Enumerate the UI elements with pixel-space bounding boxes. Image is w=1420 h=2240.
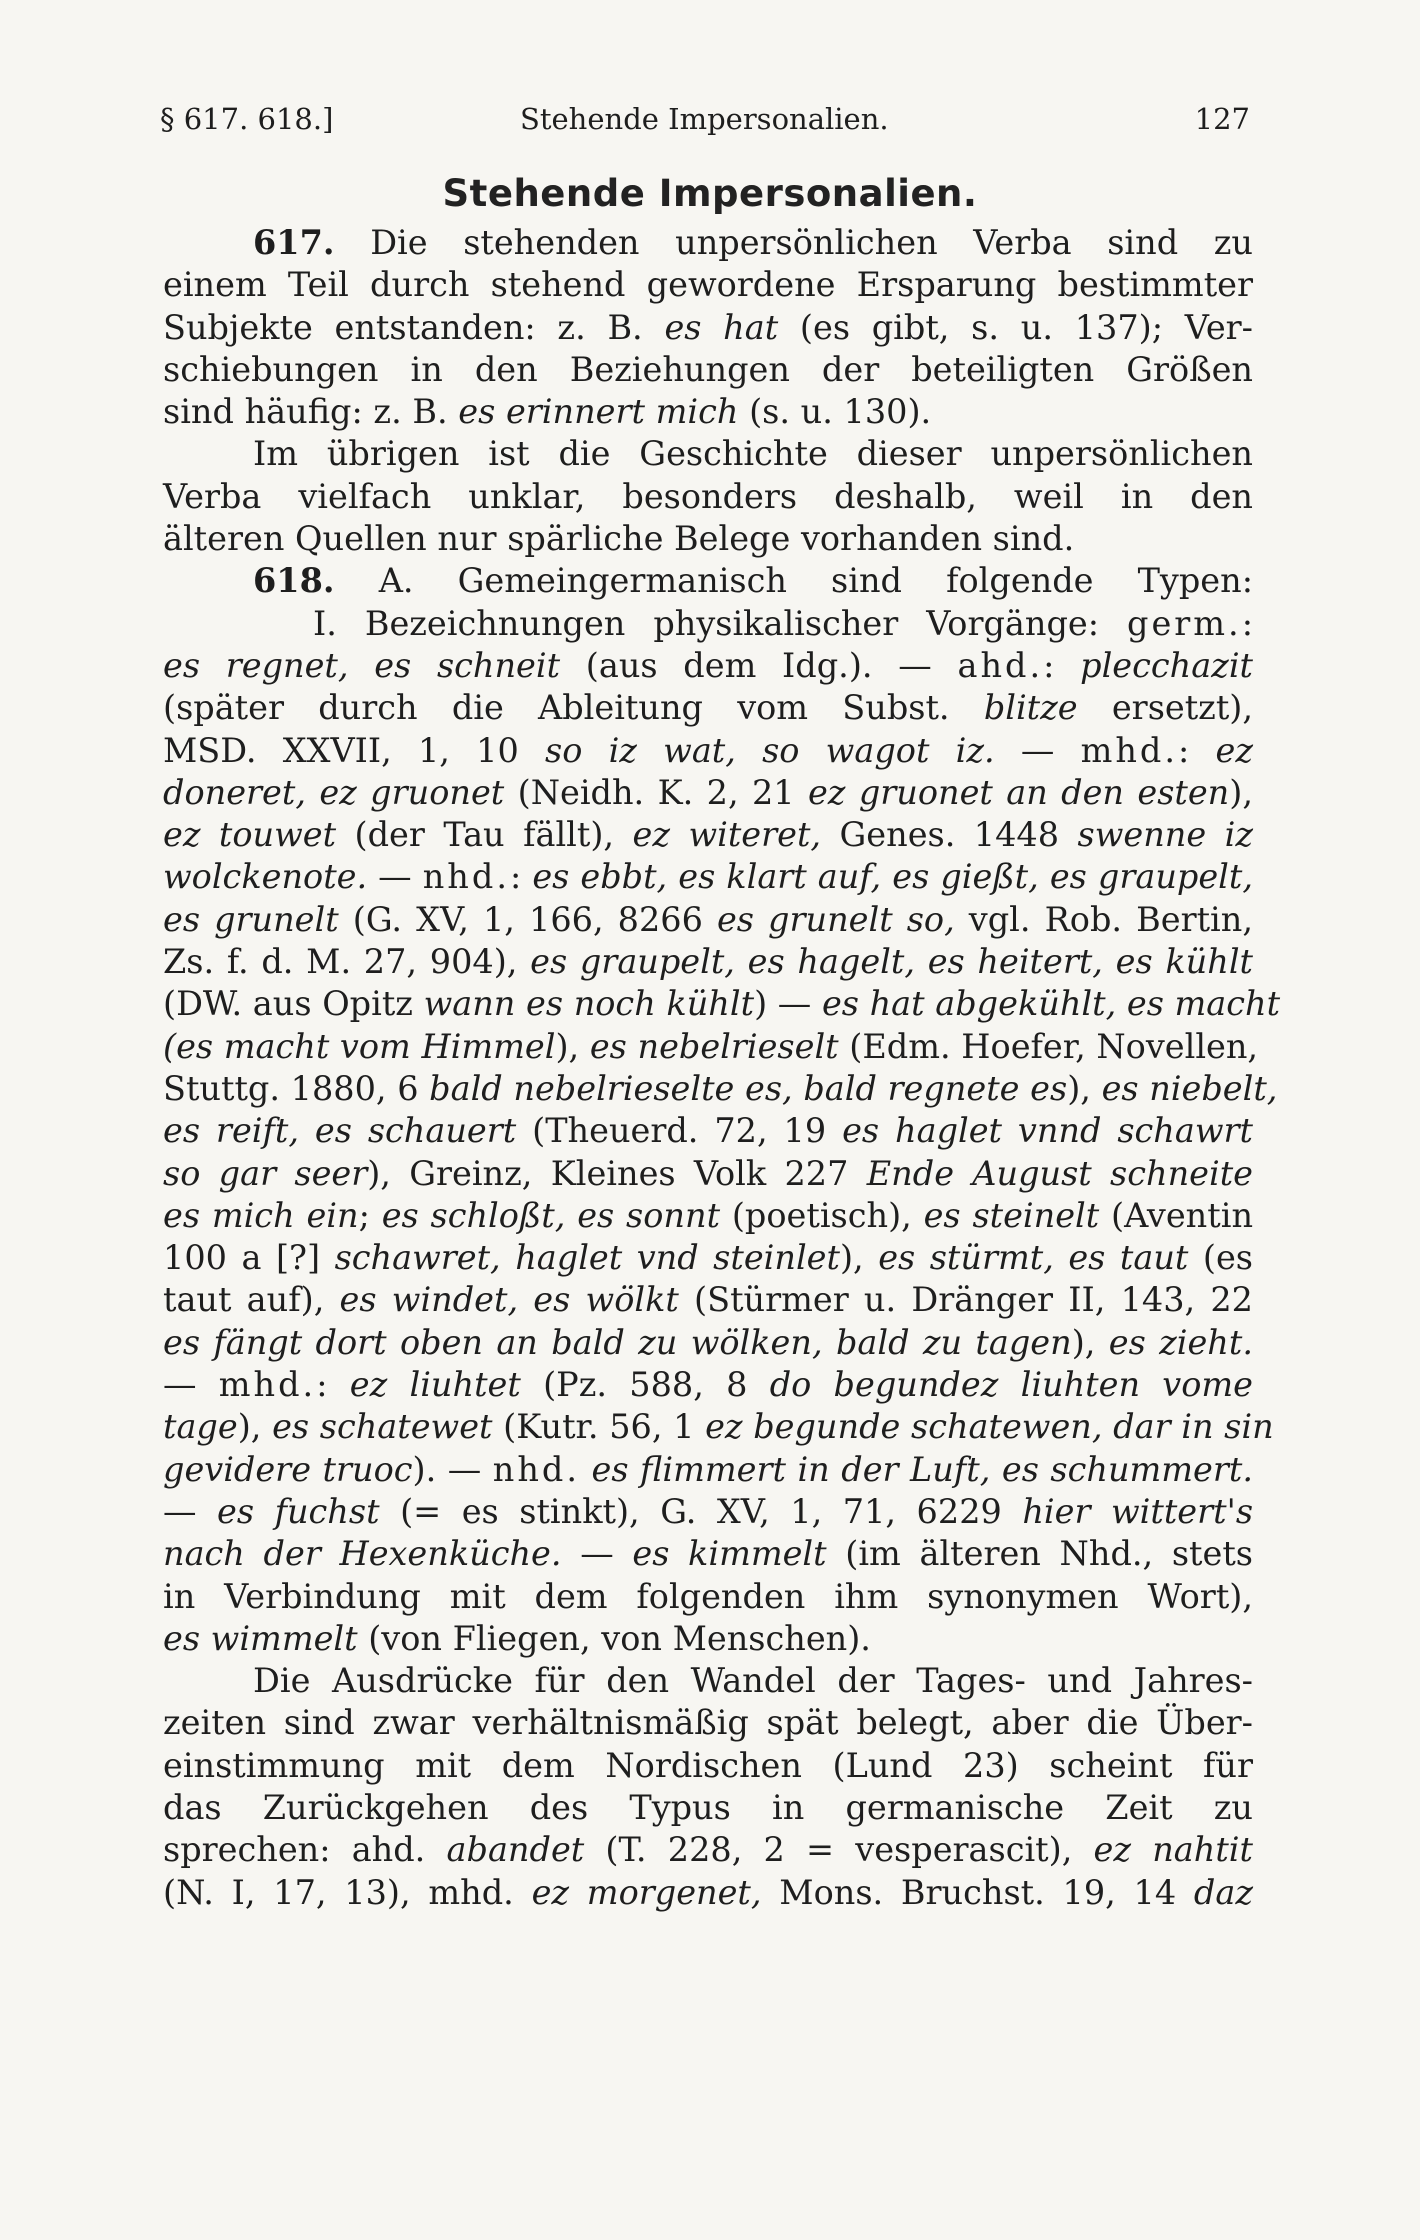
text-line: [163, 1449, 1253, 1491]
text-run: abandet: [446, 1830, 585, 1870]
text-run: doneret, ez gruonet: [163, 772, 505, 812]
text-run: es ebbt, es klart auf, es gießt, es graupelt,: [532, 857, 1253, 897]
text-line: [163, 433, 1253, 475]
text-run: (von Fliegen, von Menschen).: [357, 1618, 871, 1658]
text-run: ez touwet: [163, 815, 337, 855]
text-run: ),: [1229, 772, 1253, 812]
text-line: [163, 687, 1253, 729]
text-line: [163, 814, 1253, 856]
text-run: es steinelt: [923, 1195, 1100, 1235]
text-line: [163, 1533, 1253, 1575]
text-run: es schatewet: [272, 1407, 493, 1447]
text-line: [163, 1364, 1253, 1406]
text-run: so gar seer: [163, 1153, 368, 1193]
text-run: nhd.: [422, 857, 510, 897]
text-run: blitze: [983, 688, 1078, 728]
text-line: [163, 1026, 1259, 1068]
text-run: ). —: [412, 1449, 493, 1489]
text-run: es haglet vnnd schawrt: [842, 1111, 1254, 1151]
section-title: Stehende Impersonalien.: [442, 172, 978, 215]
text-run: (aus dem Idg.). —: [560, 645, 958, 685]
text-run: es fängt dort oben an bald zu wölken, bald zu tagen: [163, 1322, 1072, 1362]
text-line: [163, 391, 1253, 433]
text-run: (N. I, 17, 13), mhd.: [163, 1872, 532, 1912]
text-run: (Neidh. K. 2, 21: [504, 772, 808, 812]
text-run: ez begunde schatewen, dar in sin: [705, 1407, 1274, 1447]
text-run: sprechen: ahd.: [163, 1830, 447, 1870]
text-run: Zs. f. d. M. 27, 904),: [163, 942, 531, 982]
text-run: bald nebelrieselte es, bald regnete es: [429, 1068, 1068, 1108]
text-line: [163, 856, 1253, 898]
text-run: ),: [1067, 1068, 1102, 1108]
text-line: [163, 1322, 1253, 1364]
text-run: Ende August schneite: [866, 1153, 1253, 1193]
text-run: es hat abgekühlt, es macht: [821, 984, 1281, 1024]
text-run: ersetzt),: [1077, 688, 1254, 728]
text-run: es erinnert mich: [458, 392, 739, 432]
text-run: es graupelt, es hagelt, es heitert, es kühlt: [530, 942, 1253, 982]
text-run: —: [561, 1534, 633, 1574]
text-line: [163, 1279, 1253, 1321]
text-run: Verba vielfach unklar, besonders deshalb, weil in den: [163, 476, 1253, 516]
text-run: es windet, es wölkt: [339, 1280, 679, 1320]
text-run: —: [163, 1365, 219, 1405]
text-run: wann es noch kühlt: [423, 984, 755, 1024]
text-run: :: [1178, 730, 1216, 770]
text-run: in Verbindung mit dem folgenden ihm synonymen Wort),: [163, 1576, 1253, 1616]
text-line: [163, 1068, 1278, 1110]
text-run: Genes. 1448: [821, 815, 1078, 855]
text-run: ez witeret,: [632, 815, 822, 855]
text-run: schawret, haglet vnd steinlet: [334, 1238, 840, 1278]
text-run: ez liuhtet: [349, 1365, 521, 1405]
text-run: tage: [163, 1407, 238, 1447]
page-number: 127: [1194, 102, 1250, 136]
text-run: [580, 1450, 592, 1489]
text-line: [163, 264, 1253, 306]
text-run: (im älteren Nhd., stets: [826, 1534, 1253, 1574]
text-run: so iz wat, so wagot iz.: [545, 730, 995, 770]
text-run: (später durch die Ableitung vom Subst.: [163, 688, 984, 728]
text-run: —: [163, 1491, 218, 1531]
text-run: es schloßt, es sonnt: [381, 1195, 721, 1235]
text-run: vgl. Rob. Bertin,: [954, 899, 1253, 939]
text-run: MSD. XXVII, 1, 10: [163, 730, 545, 770]
text-run: (G. XV, 1, 166, 8266: [338, 899, 717, 939]
text-run: Die Ausdrücke für den Wandel der Tages- und Jahres-: [253, 1661, 1253, 1701]
text-run: ),: [555, 1026, 590, 1066]
text-line: [163, 1618, 1253, 1660]
text-line: [163, 1406, 1274, 1448]
text-run: plecchazit: [1080, 645, 1254, 685]
text-run: do begundez liuhten vome: [769, 1365, 1253, 1405]
paragraph-number: 618.: [253, 561, 335, 601]
text-run: —: [367, 857, 423, 897]
text-run: (Stürmer u. Dränger II, 143, 22: [678, 1280, 1253, 1320]
text-run: :: [316, 1365, 350, 1405]
text-line: [163, 899, 1253, 941]
text-run: Die stehenden unpersönlichen Verba sind zu: [334, 223, 1253, 262]
text-line: [163, 560, 1253, 602]
text-run: (= es stinkt), G. XV, 1, 71, 6229: [379, 1491, 1023, 1531]
text-run: A. Gemeingermanisch sind folgende Typen:: [334, 561, 1253, 601]
text-run: —: [994, 730, 1081, 770]
text-run: ;: [358, 1195, 382, 1235]
text-run: es wimmelt: [163, 1618, 358, 1658]
text-run: Stuttg. 1880, 6: [163, 1068, 430, 1108]
text-run: germ.: [1127, 603, 1242, 643]
text-line: [163, 518, 1253, 560]
text-run: Subjekte entstanden: z. B.: [163, 307, 665, 347]
text-run: es macht vom Himmel: [176, 1026, 556, 1066]
text-run: Im übrigen ist die Geschichte dieser unpersönlichen: [253, 434, 1253, 474]
text-run: es regnet, es schneit: [163, 645, 561, 685]
text-run: :: [1241, 603, 1253, 643]
text-line: [163, 1195, 1253, 1237]
text-run: nach der Hexenküche.: [163, 1534, 562, 1574]
text-run: (Edm. Hoefer, Novellen,: [838, 1026, 1259, 1066]
text-run: ez morgenet,: [531, 1872, 762, 1912]
text-run: es fuchst: [217, 1491, 380, 1531]
text-run: älteren Quellen nur spärliche Belege vorhanden sind.: [163, 519, 1075, 559]
running-head-section: § 617. 618.]: [160, 102, 334, 136]
text-run: es nebelrieselt: [589, 1026, 839, 1066]
text-run: schiebungen in den Beziehungen der beteiligten Größen: [163, 349, 1253, 389]
text-run: (Kutr. 56, 1: [492, 1407, 706, 1447]
text-line: [163, 730, 1253, 772]
running-head-title: Stehende Impersonalien.: [520, 102, 889, 136]
text-run: ez: [1215, 730, 1253, 770]
text-run: zeiten sind zwar verhältnismäßig spät belegt, aber die Über-: [163, 1703, 1253, 1743]
text-line: [163, 1829, 1253, 1871]
text-run: es hat: [664, 307, 779, 347]
text-run: ez nahtit: [1093, 1830, 1253, 1870]
text-run: ),: [839, 1238, 879, 1278]
text-run: mhd.: [1080, 730, 1178, 770]
text-line: [163, 1491, 1253, 1533]
text-run: ) —: [754, 984, 822, 1024]
text-run: es kimmelt: [632, 1534, 827, 1574]
body-text: [163, 222, 1281, 1914]
text-run: es flimmert in der Luft, es schummert.: [591, 1449, 1254, 1489]
text-line: [163, 1576, 1253, 1618]
text-line: [163, 1660, 1253, 1702]
text-line: [163, 222, 1253, 264]
text-line: [163, 1787, 1253, 1829]
text-run: I. Bezeichnungen physikalischer Vorgänge:: [313, 603, 1127, 643]
text-line: [163, 983, 1281, 1025]
text-line: [163, 941, 1253, 983]
text-line: [163, 476, 1253, 518]
text-run: swenne iz: [1077, 815, 1253, 855]
text-run: (Pz. 588, 8: [520, 1365, 770, 1405]
text-run: (poetisch),: [720, 1195, 924, 1235]
text-run: es reift, es schauert: [163, 1111, 517, 1151]
text-run: (es gibt, s. u. 137); Ver-: [778, 307, 1253, 347]
text-line: [163, 349, 1253, 391]
text-run: wolckenote.: [163, 857, 368, 897]
text-run: gevidere truoc: [163, 1449, 413, 1489]
text-run: ),: [237, 1407, 273, 1447]
running-head: [160, 102, 1250, 142]
text-line: [163, 1702, 1253, 1744]
text-run: (es: [1188, 1238, 1253, 1278]
text-run: (s. u. 130).: [738, 392, 932, 432]
text-run: daz: [1193, 1872, 1253, 1912]
text-line: [163, 1872, 1253, 1914]
text-run: es grunelt so,: [716, 899, 955, 939]
text-run: (der Tau fällt),: [336, 815, 633, 855]
text-run: nhd.: [492, 1449, 581, 1489]
text-run: es zieht.: [1108, 1322, 1253, 1362]
text-run: (Theuerd. 72, 19: [516, 1111, 843, 1151]
text-run: taut auf),: [163, 1280, 340, 1320]
text-run: (T. 228, 2 = vesperascit),: [584, 1830, 1094, 1870]
paragraph-number: 617.: [253, 223, 335, 262]
text-line: [163, 1110, 1253, 1152]
text-run: ahd.: [957, 645, 1044, 685]
text-line: [163, 772, 1253, 814]
text-run: ), Greinz, Kleines Volk 227: [367, 1153, 867, 1193]
text-line: [163, 1745, 1253, 1787]
text-run: :: [1043, 645, 1081, 685]
text-line: [163, 645, 1253, 687]
text-run: 100 a [?]: [163, 1238, 335, 1278]
text-run: ez gruonet an den esten: [807, 772, 1230, 812]
text-run: einstimmung mit dem Nordischen (Lund 23) scheint für: [163, 1745, 1253, 1785]
text-run: hier wittert's: [1022, 1491, 1254, 1531]
text-run: sind häufig: z. B.: [163, 392, 459, 432]
text-line: [163, 1237, 1253, 1279]
text-run: es grunelt: [163, 899, 339, 939]
text-run: (DW. aus Opitz: [163, 984, 424, 1024]
text-run: ),: [1071, 1322, 1109, 1362]
text-run: es mich ein: [163, 1195, 359, 1235]
text-line: [163, 307, 1253, 349]
text-line: [163, 603, 1253, 645]
text-run: mhd.: [218, 1365, 317, 1405]
text-run: Mons. Bruchst. 19, 14: [761, 1872, 1194, 1912]
text-run: :: [509, 857, 533, 897]
text-run: (: [163, 1026, 177, 1066]
text-run: (Aventin: [1099, 1195, 1254, 1235]
text-line: [163, 1153, 1253, 1195]
text-run: es stürmt, es taut: [878, 1238, 1189, 1278]
text-run: das Zurückgehen des Typus in germanische Zeit zu: [163, 1787, 1253, 1827]
text-run: einem Teil durch stehend gewordene Ersparung bestimmter: [163, 265, 1253, 305]
text-run: es niebelt,: [1101, 1068, 1278, 1108]
